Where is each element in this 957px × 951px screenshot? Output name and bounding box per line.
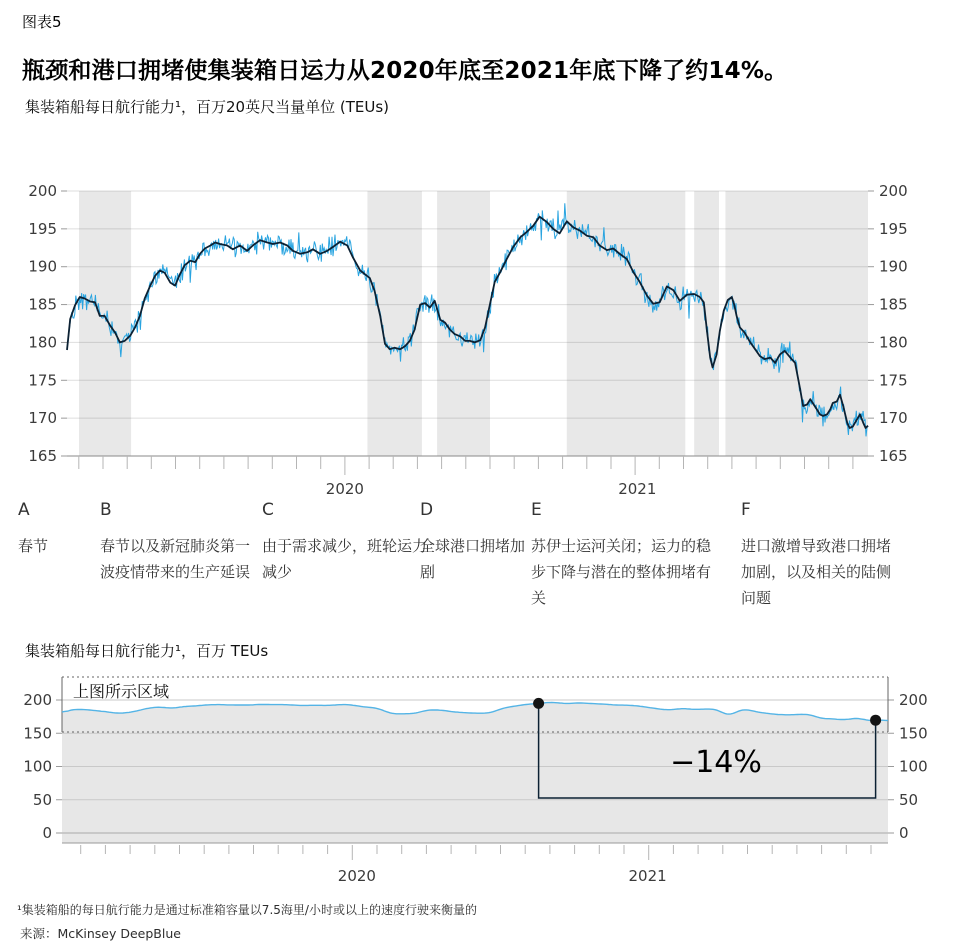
annotation-e-letter: E (531, 500, 542, 520)
shaded-band-a (79, 191, 131, 456)
ov-y-label-left-50: 50 (32, 790, 52, 809)
y-label-left-195: 195 (28, 219, 57, 238)
y-label-left-200: 200 (28, 182, 57, 200)
overview-x-ticks (81, 845, 871, 885)
main-capacity-chart (0, 170, 957, 502)
annotation-a (18, 500, 88, 559)
event-shaded-bands (79, 191, 868, 456)
annotation-e-text: 苏伊士运河关闭；运力的稳步下降与潜在的整体拥堵有关 (531, 537, 712, 607)
y-label-left-190: 190 (28, 257, 57, 276)
annotation-d (420, 500, 536, 585)
annotation-a-text: 春节 (18, 537, 49, 555)
overview-capacity-chart (0, 652, 957, 892)
annotation-b-text: 春节以及新冠肺炎第一波疫情带来的生产延误 (100, 537, 251, 581)
ov-y-label-left-150: 150 (23, 724, 52, 743)
footnote: ¹集装箱船的每日航行能力是通过标准箱容量以7.5海里/小时或以上的速度行驶来衡量的 (17, 903, 477, 917)
y-label-right-175: 175 (879, 371, 908, 390)
ov-y-label-right-150: 150 (899, 724, 928, 743)
ov-y-label-left-200: 200 (23, 691, 52, 709)
annotation-c-letter: C (262, 500, 274, 520)
x-axis-ticks (79, 456, 853, 498)
y-label-left-180: 180 (28, 333, 57, 352)
annotation-d-letter: D (420, 500, 434, 520)
ov-y-label-left-100: 100 (23, 757, 52, 776)
ov-y-label-right-0: 0 (899, 824, 909, 842)
capacity-area-fill (62, 703, 888, 844)
end-dot (870, 715, 881, 726)
ov-x-year-label-2021: 2021 (628, 867, 667, 885)
y-label-right-185: 185 (879, 295, 908, 314)
y-label-left-165: 165 (28, 447, 57, 465)
delta-percentage-label: −14% (670, 745, 762, 780)
annotation-a-letter: A (18, 500, 30, 520)
annotation-d-text: 全球港口拥堵加剧 (420, 537, 526, 581)
x-year-label-2020: 2020 (325, 480, 364, 498)
ov-x-year-label-2020: 2020 (337, 867, 376, 885)
y-label-right-190: 190 (879, 257, 908, 276)
annotation-b (100, 500, 262, 585)
main-chart-body (28, 182, 907, 498)
annotation-f (741, 500, 896, 611)
annotation-c-text: 由于需求减少，班轮运力减少 (262, 537, 428, 581)
y-label-right-170: 170 (879, 409, 908, 428)
x-year-label-2021: 2021 (618, 480, 657, 498)
y-label-left-170: 170 (28, 409, 57, 428)
start-dot (533, 698, 544, 709)
overview-chart-body (23, 677, 927, 885)
y-label-right-200: 200 (879, 182, 908, 200)
figure-label: 图表5 (22, 13, 62, 31)
y-label-right-180: 180 (879, 333, 908, 352)
main-chart-subtitle: 集装箱船每日航行能力¹，百万20英尺当量单位 (TEUs) (25, 98, 390, 116)
annotation-f-letter: F (741, 500, 751, 520)
annotation-b-letter: B (100, 500, 112, 520)
y-label-left-175: 175 (28, 371, 57, 390)
annotation-c (262, 500, 430, 585)
annotation-f-text: 进口激增导致港口拥堵加剧，以及相关的陆侧问题 (741, 537, 892, 607)
ov-y-label-right-100: 100 (899, 757, 928, 776)
shaded-band-f (725, 191, 868, 456)
shaded-band-b (367, 191, 422, 456)
overview-chart-subtitle: 集装箱船每日航行能力¹，百万 TEUs (25, 642, 269, 660)
ov-y-label-left-0: 0 (42, 824, 52, 842)
source-line: 来源：McKinsey DeepBlue (20, 926, 181, 941)
y-label-left-185: 185 (28, 295, 57, 314)
inset-region-label: 上图所示区域 (73, 682, 170, 701)
ov-y-label-right-50: 50 (899, 790, 919, 809)
ov-y-label-right-200: 200 (899, 691, 928, 709)
y-label-right-165: 165 (879, 447, 908, 465)
y-label-right-195: 195 (879, 219, 908, 238)
page-title: 瓶颈和港口拥堵使集装箱日运力从2020年底至2021年底下降了约14%。 (22, 58, 788, 85)
annotation-e (531, 500, 715, 611)
